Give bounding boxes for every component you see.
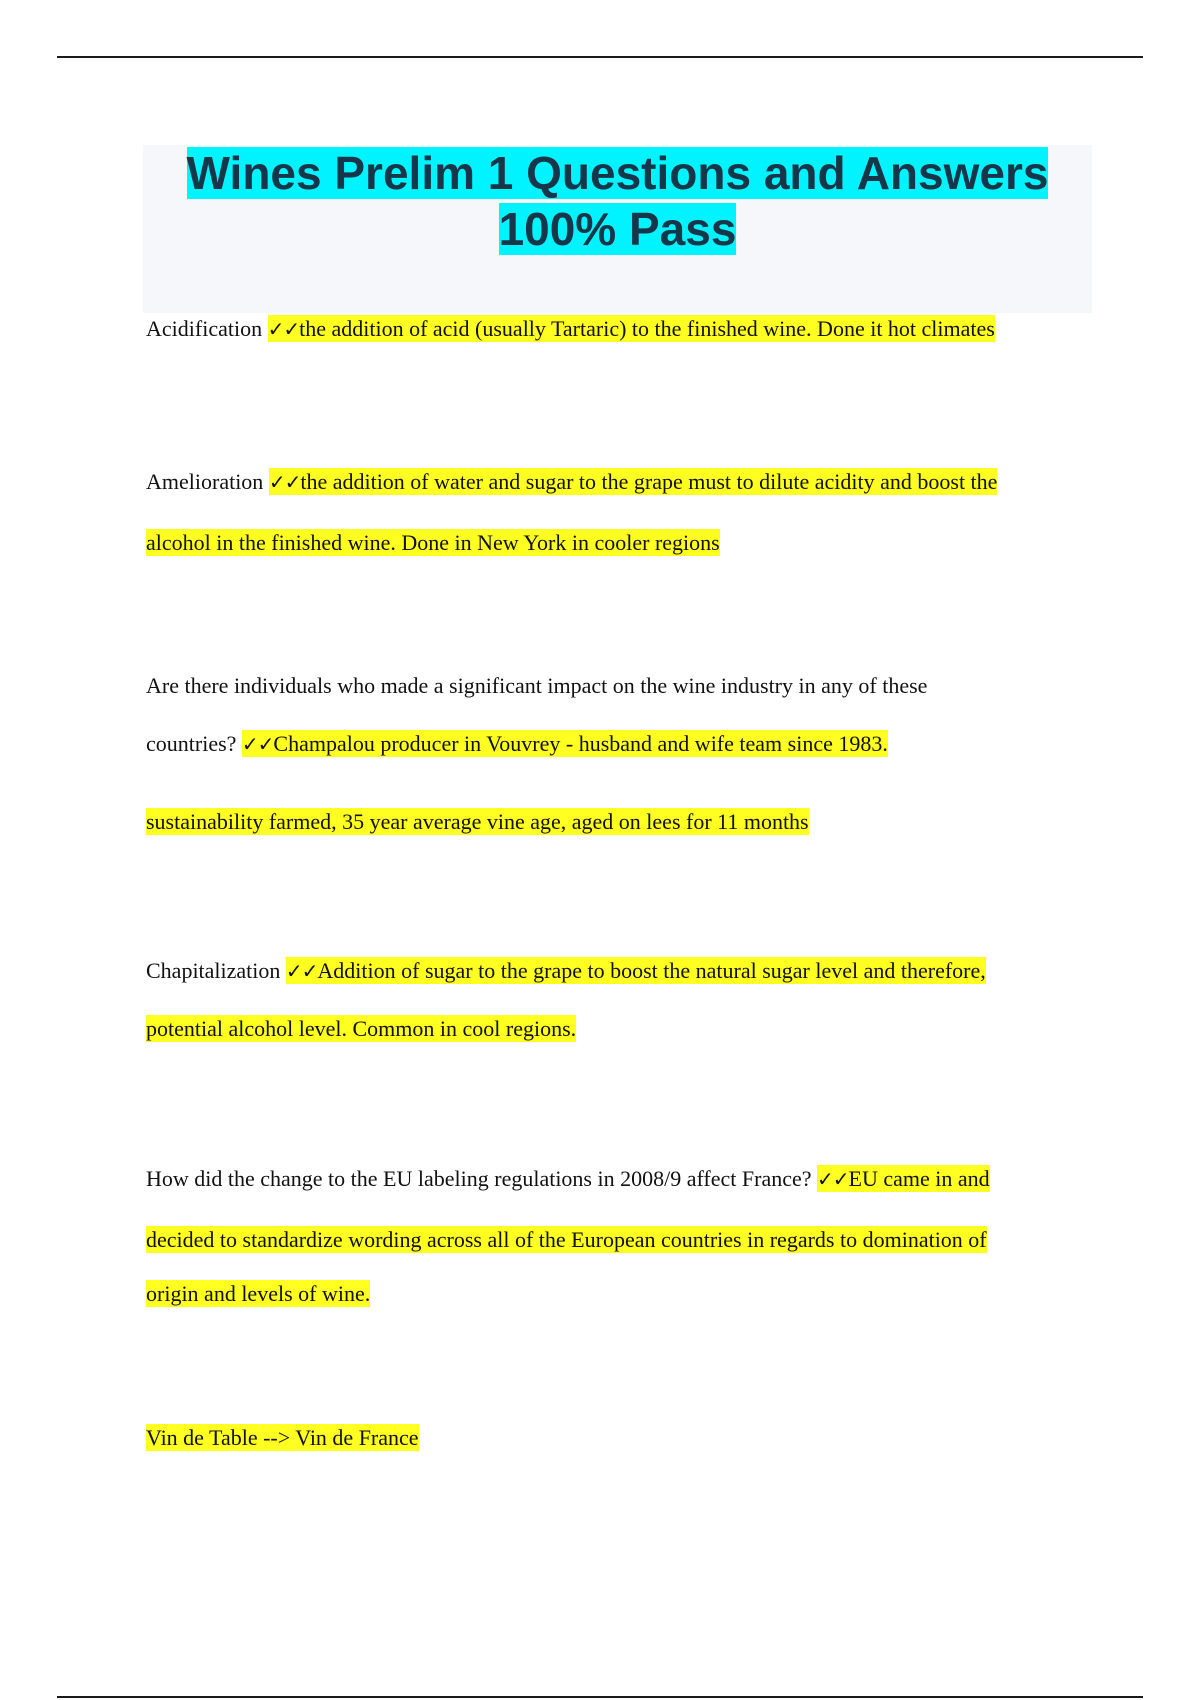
question: Are there individuals who made a significant impact on the wine industry in any of these — [146, 673, 928, 698]
answer-continued: sustainability farmed, 35 year average vine age, aged on lees for 11 months — [146, 809, 809, 834]
term: Amelioration — [146, 469, 264, 494]
checkmark-icon: ✓✓ — [285, 959, 318, 983]
checkmark-icon: ✓✓ — [817, 1167, 849, 1191]
answer: Vin de Table --> Vin de France — [146, 1425, 419, 1450]
answer-continued: origin and levels of wine. — [146, 1281, 371, 1306]
checkmark-icon: ✓✓ — [268, 470, 301, 494]
answer-continued: decided to standardize wording across all of the European countries in regards to domination of — [146, 1227, 987, 1252]
page-title — [143, 145, 1092, 257]
answer: ✓✓the addition of water and sugar to the grape must to dilute acidity and boost the — [268, 469, 998, 494]
question: How did the change to the EU labeling regulations in 2008/9 affect France? — [146, 1166, 812, 1191]
answer-continued: alcohol in the finished wine. Done in New York in cooler regions — [146, 530, 720, 555]
answer: ✓✓Addition of sugar to the grape to boost the natural sugar level and therefore, — [285, 958, 986, 983]
title-line-1: Wines Prelim 1 Questions and Answers — [186, 147, 1049, 199]
title-block — [143, 145, 1092, 313]
answer: ✓✓Champalou producer in Vouvrey - husband and wife team since 1983. — [241, 731, 888, 756]
term: Acidification — [146, 316, 263, 341]
answer-continued: potential alcohol level. Common in cool regions. — [146, 1016, 577, 1041]
term: Chapitalization — [146, 958, 281, 983]
question-continued: countries? — [146, 731, 237, 756]
answer: ✓✓the addition of acid (usually Tartaric) to the finished wine. Done it hot climates — [267, 316, 995, 341]
title-line-2: 100% Pass — [498, 203, 737, 255]
answer: ✓✓EU came in and — [817, 1166, 990, 1191]
footer-rule — [57, 1696, 1143, 1698]
header-rule — [57, 56, 1143, 58]
checkmark-icon: ✓✓ — [241, 732, 274, 756]
checkmark-icon: ✓✓ — [267, 317, 300, 341]
